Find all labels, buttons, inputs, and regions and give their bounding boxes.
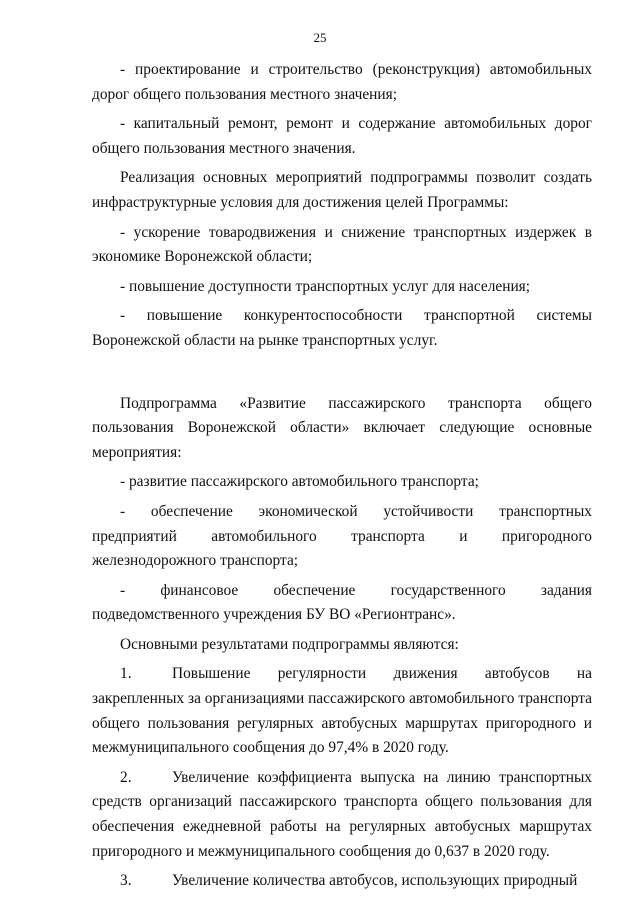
paragraph: - проектирование и строительство (реконструкция) автомобильных дорог общего пользования местного значения; xyxy=(92,61,592,103)
paragraph: - повышение доступности транспортных услуг для населения; xyxy=(120,277,531,295)
item-number: 3. xyxy=(120,872,132,890)
paragraph: Основными результатами подпрограммы являются: xyxy=(120,635,459,653)
paragraph: - капитальный ремонт, ремонт и содержание автомобильных дорог общего пользования местного значения. xyxy=(92,115,592,157)
paragraph: Подпрограмма «Развитие пассажирского транспорта общего пользования Воронежской области» включает следующие основные мероприятия: xyxy=(92,394,592,461)
paragraph: Реализация основных мероприятий подпрограммы позволит создать инфраструктурные условия для достижения целей Программы: xyxy=(92,169,592,211)
item-text: Увеличение коэффициента выпуска на линию транспортных средств организаций пассажирского транспорта общего пользования для обеспечения ежедневной работы на регулярных автобусных маршрутах пригородного и межмуниципального сообщения до 0,637 в 2020 году. xyxy=(92,768,592,860)
numbered-item xyxy=(92,662,592,760)
item-number: 1. xyxy=(120,665,132,683)
paragraph: - ускорение товародвижения и снижение транспортных издержек в экономике Воронежской области; xyxy=(92,223,592,266)
document-body xyxy=(92,58,592,899)
item-text: Увеличение количества автобусов, использующих природный xyxy=(172,872,578,890)
page-number: 25 xyxy=(313,30,327,45)
paragraph: - развитие пассажирского автомобильного транспорта; xyxy=(120,473,479,491)
paragraph: - повышение конкурентоспособности транспортной системы Воронежской области на рынке транспортных услуг. xyxy=(92,307,592,349)
item-number: 2. xyxy=(120,768,132,786)
numbered-item xyxy=(92,766,592,864)
paragraph: - финансовое обеспечение государственного задания подведомственного учреждения БУ ВО «Регионтранс». xyxy=(92,581,592,624)
numbered-item xyxy=(92,869,592,894)
paragraph: - обеспечение экономической устойчивости транспортных предприятий автомобильного транспорта и пригородного железнодорожного транспорта; xyxy=(92,502,592,570)
item-text: Повышение регулярности движения автобусов на закрепленных за организациями пассажирского автомобильного транспорта общего пользования регулярных автобусных маршрутах пригородного и межмуниципального сообщения до 97,4% в 2020 году. xyxy=(92,665,592,757)
